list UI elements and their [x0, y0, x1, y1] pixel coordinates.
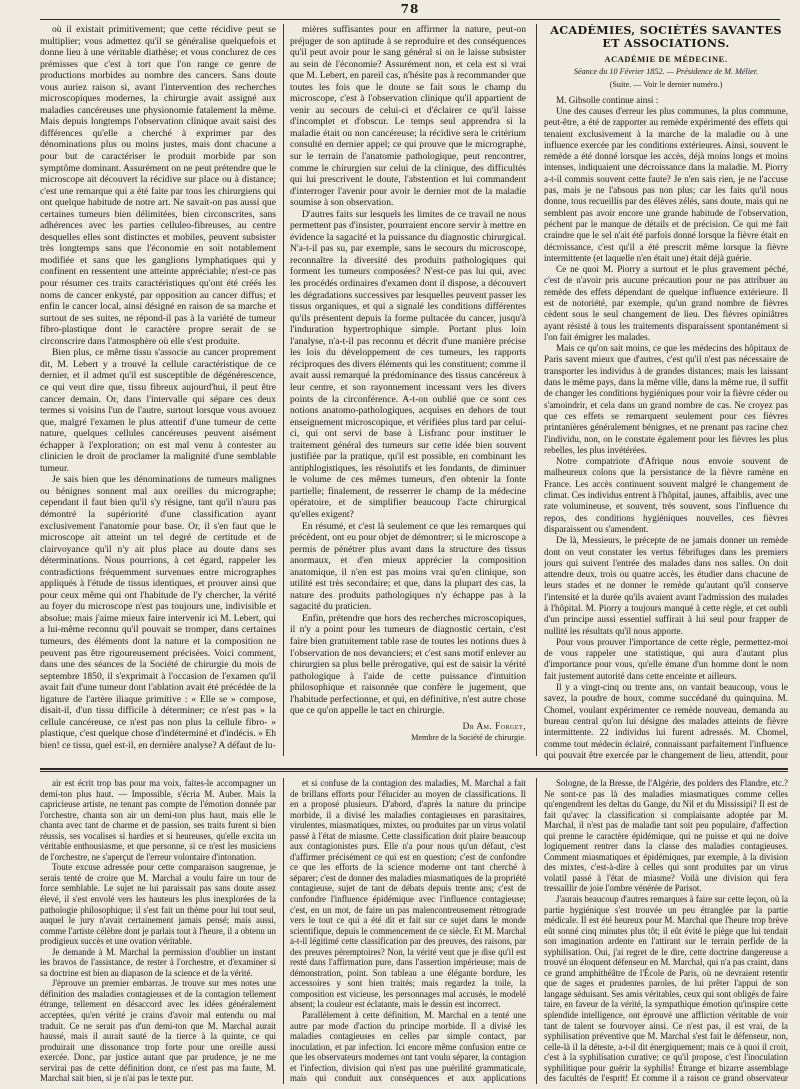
paragraph: Je demande à M. Marchal la permission d'oublier un instant les bravos de l'assistance, de rester à l'orchestre, et d'examiner si sa doctrine est bien au diapason de la science et de la vérité. — [40, 946, 276, 978]
article-column-1 — [40, 24, 276, 760]
paragraph: Une des causes d'erreur les plus communes, la plus commune, peut-être, a été de rapporter au remède expérimenté des effets qui tenaient exclusivement à la marche de la maladie ou à une influence exercée par les conditions extérieures. Ainsi, souvent le remède a été donné lorsque les accès, déjà moins longs et moins intenses, indiquaient une décroissance dans la maladie. M. Piorry a-t-il commis souvent cette faute? Je n'en sais rien, je ne l'accuse pas, mais je ne l'absous pas non plus; car les faits qu'il nous donne, tous recueillis par des élèves zélés, sans doute, mais qui ne semblent pas avoir encore une grande habitude de l'observation, péchent par le manque de détails et de précision. Ce qui me fait craindre que le sel n'ait été parfois donné lorsque la fièvre était en décroissance, c'est qu'il a été prescrit même lorsque la fièvre intermittente (et laquelle n'en était une) était déjà guérie. — [544, 105, 788, 263]
paragraph: air est écrit trop bas pour ma voix, faites-le accompagner un demi-ton plus haut. — Impossible, s'écria M. Auber. Mais la capricieuse artiste, ne tenant pas compte de l'émotion donnée par l'orchestre, chanta son air un demi-ton plus haut, mais elle le chanta avec tant de charme et de passion, ses traits furent si bien réussis, ses vocalises si hardies et si heureuses, qu'elle excita un véritable enthousiasme, et que personne, si ce n'est les musiciens de l'orchestre, ne s'aperçut de l'erreur volontaire d'intonation. — [40, 778, 276, 862]
article-signature — [290, 721, 526, 744]
paragraph: Mais ce qu'on sait moins, ce que les médecins des hôpitaux de Paris savent mieux que d'autres, c'est qu'il n'est pas nécessaire de transporter les individus à de grandes distances; mais les laissant dans le même pays, dans la même ville, dans la même rue, il suffit de changer les conditions hygiéniques pour voir la fièvre céder ou s'amoindrir, et cela dans un grand nombre de cas. Ne croyez pas que ces effets se remarquent seulement pour ces fièvres printanières généralement bénignes, et ne prenant pas racine chez l'individu, non, on le constate également pour les fièvres les plus rebelles, les plus invétérées. — [544, 343, 788, 455]
paragraph: J'éprouve un premier embarras. Je trouve sur mes notes une définition des maladies contagieuses et de la contagion tellement étrange, tellement en désaccord avec les idées généralement acceptées, qu'en vérité je crains d'avoir mal entendu ou mal traduit. Ce ne serait pas d'un demi-ton que M. Marchal aurait haussé, mais il aurait sauté de la tierce à la quinte, ce qui produirait une dissonance trop forte pour une oreille aussi exercée. Donc, par justice autant que par prudence, je ne me servirai pas de cette définition dont, ce n'est pas ma faute, M. Marchal sait bien, si je n'ai pas le texte pur. — [40, 978, 276, 1084]
section-title: ACADÉMIES, SOCIÉTÉS SAVANTES ET ASSOCIATIONS. — [550, 24, 782, 50]
feuilleton-column-3 — [544, 778, 788, 1084]
paragraph: M. Gibsolle continue ainsi : — [556, 94, 659, 105]
running-header — [40, 2, 780, 16]
paragraph: Enfin, prétendre que hors des recherches microscopiques, il n'y a point pour les tumeurs de diagnostic certain, c'est faire bien gratuitement table rase de toutes les notions dues à l'observation de nos devanciers; et c'est sans motif enlever au chirurgien sa plus belle prérogative, qui est de saisir la vérité pathologique à l'aide de cette puissance d'intuition philosophique et raisonnée que confère le jugement, que l'habitude perfectionne, et qui, en définitive, n'est autre chose que ce qu'on appelle le tact en chirurgie. — [290, 612, 526, 717]
paragraph: Sologne, de la Bresse, de l'Algérie, des polders des Flandre, etc.? Ne sont-ce pas là des maladies miasmatiques comme celles qu'engendrent les deltas du Gange, du Nil et du Mississipi? Il est de fait qu'avec la classification si complaisante adoptée par M. Marchal, il n'est pas de maladie tant soit peu populaire, d'affection qui prenne le caractère épidémique, qui ne puisse et qui ne doive logiquement rentrer dans la classe des maladies contagieuses. Comment miasmatiques et épidémiques, par exemple, à la division des mixtes, c'est-à-dire à celles qui sont produites par un virus volatil passé à l'état de miasme? Voilà une division qui fera tressaillir de joie l'ombre vénérée de Parisot. — [544, 778, 788, 894]
page-number: 78 — [400, 2, 420, 16]
paragraph: Toute excuse adressée pour cette comparaison saugrenue, je serais tenté de croire que M. Marchal a voulu faire un tour de force semblable. Le sujet ne lui paraissait pas sans doute assez élevé, il s'est envolé vers les hauteurs les plus inexplorées de la pathologie philosophique; il s'est fait un thème pour lui tout seul, auquel le jury n'avait certainement jamais pensé; mais aussi, comme l'artiste célèbre dont je parlais tout à l'heure, il a obtenu un prodigieux succès et une ovation véritable. — [40, 862, 276, 947]
academies-column — [544, 24, 788, 760]
header-rule — [40, 19, 780, 20]
paragraph: et si confuse de la contagion des maladies, M. Marchal a fait de brillans efforts pour l'élucider au moyen de classifications. Il en a proposé plusieurs. D'abord, d'après la nature du principe morbide, il a divisé les maladies contagieuses en parasitaires, virulentes, miasmatiques, mixtes, ou produites par un virus volatil passé à l'état de miasme. Cette classification doit plaire beaucoup aux contagionistes purs. Elle n'a pour nous qu'un défaut, c'est d'affirmer précisément ce qui est en question; c'est de confondre ce que les efforts de la science moderne ont tant cherché à séparer; c'est de donner des maladies miasmatiques de la propriété contagieuse, sujet de tant de débats depuis trente ans; c'est de confondre l'influence épidémique avec l'influence contagieuse; c'est, en un mot, de faire un pas malencontreusement rétrograde vers le tout ce qui a été dit et fait sur ce sujet dans le monde scientifique, depuis le commencement de ce siècle. Et M. Marchal a-t-il légitimé cette classification par des preuves, des raisons, par des preuves péremptoires? Non, la vérité veut que je dise qu'il est resté dans l'affirmation pure, dans l'assertion impérieuse; mais de démonstration, point. Son tableau a une élégante bordure, les accessoires y sont bien traités; mais regardez la toile, la composition est vicieuse, les personnages mal accusés, le modelé absent; la couleur est éclatante, mais le dessin est incorrect. — [290, 778, 526, 1010]
suite-note: (Suite. — Voir le dernier numéro.) — [609, 80, 723, 90]
column-divider — [283, 778, 284, 1084]
paragraph: Ce ne quoi M. Piorry a surtout et le plus gravement péché, c'est de n'avoir pris aucune précaution pour ne pas attribuer au remède des effets dépendant de quelque influence extérieure. Il est de notoriété, par exemple, qu'un grand nombre de fièvres cèdent sous le seul changement de lieu. Des fièvres opiniâtres ayant résisté à tous les traitements disparaissent spontanément si l'on fait émigrer les malades. — [544, 264, 788, 342]
column-divider — [283, 24, 284, 756]
article-column-2 — [290, 24, 526, 760]
column-divider — [536, 24, 537, 756]
feuilleton-column-2 — [290, 778, 526, 1084]
signature-name: Dr Am. Forget, — [462, 720, 526, 731]
signature-role: Membre de la Société de chirurgie. — [411, 733, 526, 743]
paragraph: Il y a vingt-cinq ou trente ans, on vantait beaucoup, vous le savez, la poudre de houx, comme succédané du quinquina. M. Chomel, voulant expérimenter ce remède nouveau, demanda au bureau central qu'on lui désigne des malades atteints de fièvre intermittente. 22 individus lui furent adressés. M. Chomel, comme tout médecin éclairé, connaissant parfaitement l'influence qui pouvait être exercée par le changement de lieu, attendit, pour — [544, 682, 788, 760]
paragraph: Notre compatriote d'Afrique nous envoie souvent de malheureux colons que la persistance de la fièvre ramène en France. Les accès continuent souvent malgré le changement de climat. Ces individus entrent à l'hôpital, jaunes, affaiblis, avec une rate volumineuse, et souvent, très souvent, sous l'influence du repos, des conditions hygiéniques nouvelles, ces fièvres disparaissent ou s'amendent. — [544, 456, 788, 534]
paragraph: mières suffisantes pour en affirmer la nature, peut-on préjuger de son aptitude à se reproduire et des conséquences qu'il peut avoir pour le sang général si on le laisse subsister au sein de l'économie? Assurément non, et cela est si vrai que M. Lebert, en pareil cas, n'hésite pas à recommander que toutes les fois que le doute se fait sous le champ du microscope, c'est à l'observation clinique qu'il appartient de venir au secours de celui-ci et d'éclairer ce qu'il laisse d'incomplet et d'obscur. Le temps seul apprendra si la maladie était ou non cancéreuse; la récidive sera le critérium consulté en dernier appel; ce qui prouve que le micrographe, sur le terrain de l'anatomie pathologique, peut rencontrer, comme le chirurgien sur celui de la clinique, des difficultés qui lui prescrivent le doute, l'abstention et lui commandent d'interroger l'avenir pour avoir le dernier mot de la maladie soumise à son observation. — [290, 24, 526, 209]
paragraph: Parallèlement à cette définition, M. Marchal en a tenté une autre par mode d'action du principe morbide. Il a divisé les maladies contagieuses en celles par simple contact, par inoculation, et par infection. Ici encore même confusion entre ce que les observateurs modernes ont tant voulu séparer, la contagion et l'infection, division qui n'est pas une puérilité grammaticale, mais qui conduit aux conséquences et aux applications — [290, 1010, 526, 1084]
column-divider — [536, 778, 537, 1084]
paragraph: Bien plus, ce même tissu s'associe au cancer proprement dit, M. Lebert y a trouvé la cellule caractéristique de ce dernier, et il admet qu'il est susceptible de dégénérescence, ce qui veut dire que, tissu fibreux aujourd'hui, il peut être cancer demain. Or, dans l'intervalle qui sépare ces deux termes si voisins l'un de l'autre, surtout lorsque vous avouez que, malgré l'examen le plus attentif d'une tumeur de cette nature, quelques cellules cancéreuses peuvent aisément échapper à l'exploration; on est mal venu à contester au clinicien le droit de proclamer la malignité d'une semblable tumeur. — [40, 347, 276, 474]
feuilleton-column-1 — [40, 778, 276, 1084]
paragraph: En résumé, et c'est là seulement ce que les remarques qui précèdent, ont eu pour objet de démontrer; si le microscope a permis de pénétrer plus avant dans la structure des tissus anormaux, et d'en mieux apprécier la composition anatomique, il n'en est pas moins vrai qu'en clinique, son utilité est très secondaire; et que, dans la plupart des cas, la nature des produits pathologiques n'y échappe pas à la sagacité du praticien. — [290, 520, 526, 613]
paragraph: où il existait primitivement; que cette récidive peut se multiplier; vous admettez qu'il se généralise quelquefois et donne lieu à une véritable diathèse; et vous conclurez de ces prémisses que c'est à tort que l'on range ce genre de productions morbides au nombre des cancers. Sans doute vous auriez raison si, avant l'intervention des recherches microscopiques modernes, la chirurgie avait assigné aux maladies cancéreuses une physionomie fatalement la même. Mais depuis longtemps l'observation clinique avait saisi des différences qu'elle a cherché à exprimer par des dénominations plus ou moins justes, mais dont chacune a pour but de caractériser le produit morbide par son symptôme dominant. Assurément on ne peut prétendre que le microscope ait découvert la récidive sur place ou à distance; c'est une remarque qui a été faite par tous les chirurgiens qui ont quelque habitude de notre art. Ne savait-on pas aussi que certaines tumeurs bien délimitées, bien circonscrites, sans adhérences avec les parties celluleo-fibreuses, au centre desquelles elles sont distinctes et mobiles, peuvent subsister très longtemps sans que l'économie en soit notablement modifiée et sans que les ganglions lymphatiques qui y confinent en ressentent une atteinte appréciable; n'est-ce pas pour résumer ces traits caractéristiques qu'ont été créés les noms de cancer enkysté, par opposition au cancer diffus; et enfin le cancer local, ainsi désigné en raison de sa marche et surtout de ses suites, ne répond-il pas à la variété de tumeur fibro-plastique dont le caractère propre serait de se circonscrire dans l'atmosphère où elle s'est produite. — [40, 24, 276, 347]
paragraph: J'aurais beaucoup d'autres remarques à faire sur cette leçon, où la partie hygiénique s'est trouvée un peu étranglée par la partie médicale. Il est été heureux pour M. Marchal que l'heure trop brève eût sonné cinq minutes plus tôt; il eût évité le piège que lui tendait son imagination ardente en l'attirant sur le terrain perfide de la syphilisation. Oui, j'ai regret de le dire, cette doctrine dangereuse a trouvé un éloquent défenseur en M. Marchal, qui n'a pas craint, dans ce grand amphithéâtre de l'École de Paris, où ne devraient retentir que de sages et prudentes paroles, de lui prêter l'appui de son langage séduisant. Ses amis véritables, ceux qui sont obligés de faire taire, en faveur de la vérité, la sympathique émotion qu'inspire cette splendide intelligence, ont éprouvé une affliction véritable de voir tant de talent se fourvoyer ainsi. Ce n'est pas, il est vrai, de la syphilisation préventive que M. Marchal s'est fait le défenseur, non, celle-là il la déteste, a-t-il dit énergiquement; mais ce à quoi il croit, c'est à la syphilisation curative; ce qu'il propose, c'est l'inoculation syphilitique pour guérir la syphilis! Étrange et bizarre assemblage des facultés de l'esprit! Et comme il a raison ce grand observateur — [544, 894, 788, 1084]
feuilleton-separator — [40, 768, 788, 770]
paragraph: Je sais bien que les dénominations de tumeurs malignes ou bénignes sonnent mal aux oreilles du micrographe; cependant il faut bien qu'il s'y résigne, tant qu'il n'aura pas démontré la supériorité d'une classification ayant exclusivement l'anatomie pour base. Or, il s'en faut que le microscope ait atteint un tel degré de certitude et de clairvoyance qu'il n'y ait plus place au doute dans ses déterminations. Nous pourrions, à cet égard, rappeler les contradictions fréquemment survenues entre micrographes appliqués à l'étude de tissus identiques, et prouver ainsi que pour ceux même qui ont l'habitude de l'y chercher, la vérité au foyer du microscope n'est pas toujours une, indivisible et absolue; mais j'aime mieux faire intervenir ici M. Lebert, qui a lui-même reconnu qu'il pouvait se tromper, dans certaines tumeurs, des éléments dont la nature et la composition ne peuvent pas être rigoureusement précisées. Voici comment, dans une des séances de la Société de chirurgie du mois de septembre 1850, il s'exprimait à l'occasion de l'examen qu'il avait fait d'une tumeur dont l'ablation avait été précédée de la ligature de l'artère iliaque primitive : « Elle se » compose, disait-il, d'un tissu difficile à déterminer; ce n'est pas » la cellule cancéreuse, ce n'est pas non plus la cellule fibro- » plastique, c'est quelque chose d'indéterminé et d'indécis. » Eh bien! ce tissu, quel est-il, en dernière analyse? A défaut de lu- — [40, 474, 276, 751]
paragraph: D'autres faits sur lesquels les limites de ce travail ne nous permettent pas d'insister, pourraient encore servir à mettre en évidence la sagacité et la puissance du diagnostic chirurgical. N'a-t-il pas su, par exemple, sans le secours du microscope, reconnaître la diversité des produits pathologiques qui forment les tumeurs composées? N'est-ce pas lui qui, avec les procédés ordinaires d'examen dont il dispose, a découvert les dégradations successives par lesquelles peuvent passer les tissus organiques, et qui a signalé les conditions différentes qu'ils présentent depuis la forme pultacée du cancer, jusqu'à l'induration hypertrophique simple. Portant plus loin l'analyse, n'a-t-il pas reconnu et décrit d'une manière précise les lois du développement de ces tumeurs, les rapports réciproques des divers éléments qui les constituent; comme il avait aussi remarqué la prédominance des tissus cancéreux à leur centre, et son rayonnement incessant vers les divers points de la circonférence. A-t-on oublié que ce sont ces notions anatomo-pathologiques, acquises en dehors de tout enseignement microscopique, et vérifiées plus tard par celui-ci, qui ont servi de base à Lisfranc pour instituer le traitement général des tumeurs sur cette idée bien souvent justifiée par la pratique, qu'il est possible, en combinant les antiphlogistiques, les résolutifs et les fondants, de diminuer le volume de ces mêmes tumeurs, d'en obtenir la fonte partielle; finalement, de resserrer le champ de la médecine opératoire, et de simplifier beaucoup l'acte chirurgical qu'elles exigent? — [290, 208, 526, 520]
seance-line: Séance du 10 Février 1852. — Présidence de M. Mélier. — [573, 66, 759, 76]
academy-title: ACADÉMIE DE MÉDECINE. — [604, 55, 728, 64]
paragraph: Pour vous prouver l'importance de cette règle, permettez-moi de vous rappeler une statistique, qui aura d'autant plus d'importance pour vous, qu'elle émane d'un homme dont le nom fait justement autorité dans cette enceinte et ailleurs. — [544, 636, 788, 681]
feuilleton-separator-thin — [40, 771, 788, 772]
paragraph: De là, Messieurs, le précepte de ne jamais donner un remède dont on veut constater les vertus fébrifuges dans les premiers jours qui suivent l'entrée des malades dans nos salles. On doit attendre deux, trois ou quatre accès, les étudier dans chacune de leurs stades et ne donner le remède qu'autant qu'il conserve l'intensité et la durée qu'ils avaient avant l'admission des malades à l'hôpital. M. Piorry a toujours manqué à cette règle, et cet oubli d'un principe aussi essentiel suffirait à lui seul pour frapper de nullité les résultats qu'il nous apporte. — [544, 535, 788, 636]
